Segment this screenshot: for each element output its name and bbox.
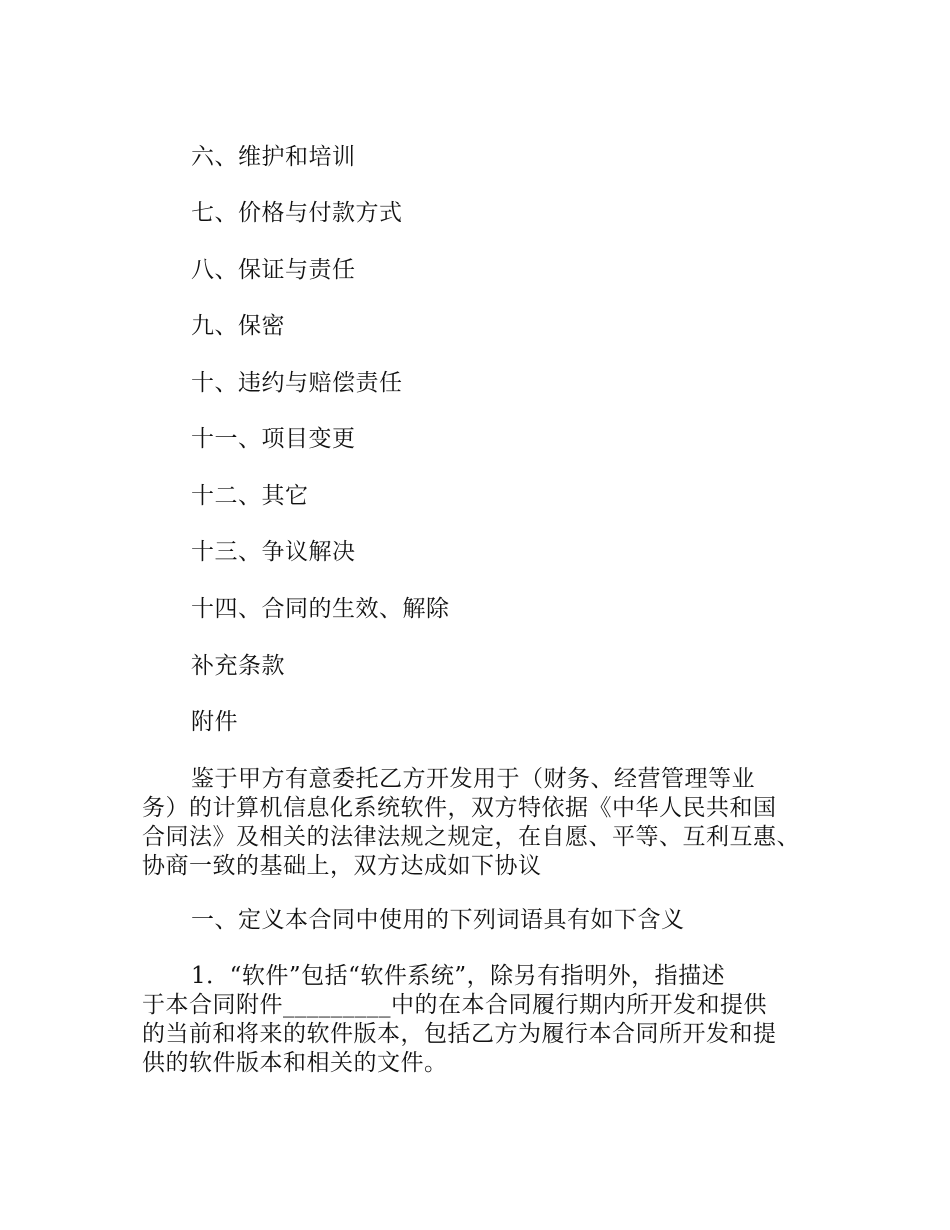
clause-1-paragraph — [142, 962, 832, 1078]
preamble-line: 合同法》及相关的法律法规之规定，在自愿、平等、互利互惠、 — [142, 824, 800, 850]
section-heading-definitions: 一、定义本合同中使用的下列词语具有如下含义 — [191, 907, 685, 933]
toc-item-effect-termination: 十四、合同的生效、解除 — [191, 596, 450, 622]
toc-item-attachments: 附件 — [191, 709, 238, 735]
toc-item-maintenance-training: 六、维护和培训 — [191, 144, 356, 170]
preamble-paragraph — [142, 765, 832, 881]
toc-item-confidentiality: 九、保密 — [191, 313, 285, 339]
preamble-line: 鉴于甲方有意委托乙方开发用于（财务、经营管理等业 — [191, 766, 755, 792]
clause-line: 于本合同附件_________中的在本合同履行期内所开发和提供 — [142, 992, 767, 1018]
toc-item-price-payment: 七、价格与付款方式 — [191, 200, 403, 226]
toc-item-breach-compensation: 十、违约与赔偿责任 — [191, 370, 403, 396]
clause-line: 供的软件版本和相关的文件。 — [142, 1050, 448, 1076]
toc-item-other: 十二、其它 — [191, 483, 309, 509]
toc-item-project-change: 十一、项目变更 — [191, 426, 356, 452]
toc-item-dispute-resolution: 十三、争议解决 — [191, 539, 356, 565]
preamble-line: 务）的计算机信息化系统软件，双方特依据《中华人民共和国 — [142, 795, 777, 821]
clause-line: 1．“软件”包括“软件系统”，除另有指明外，指描述 — [191, 963, 726, 989]
toc-item-warranty-liability: 八、保证与责任 — [191, 257, 356, 283]
clause-line: 的当前和将来的软件版本，包括乙方为履行本合同所开发和提 — [142, 1021, 777, 1047]
toc-item-supplementary-terms: 补充条款 — [191, 653, 285, 679]
preamble-line: 协商一致的基础上，双方达成如下协议 — [142, 853, 542, 879]
